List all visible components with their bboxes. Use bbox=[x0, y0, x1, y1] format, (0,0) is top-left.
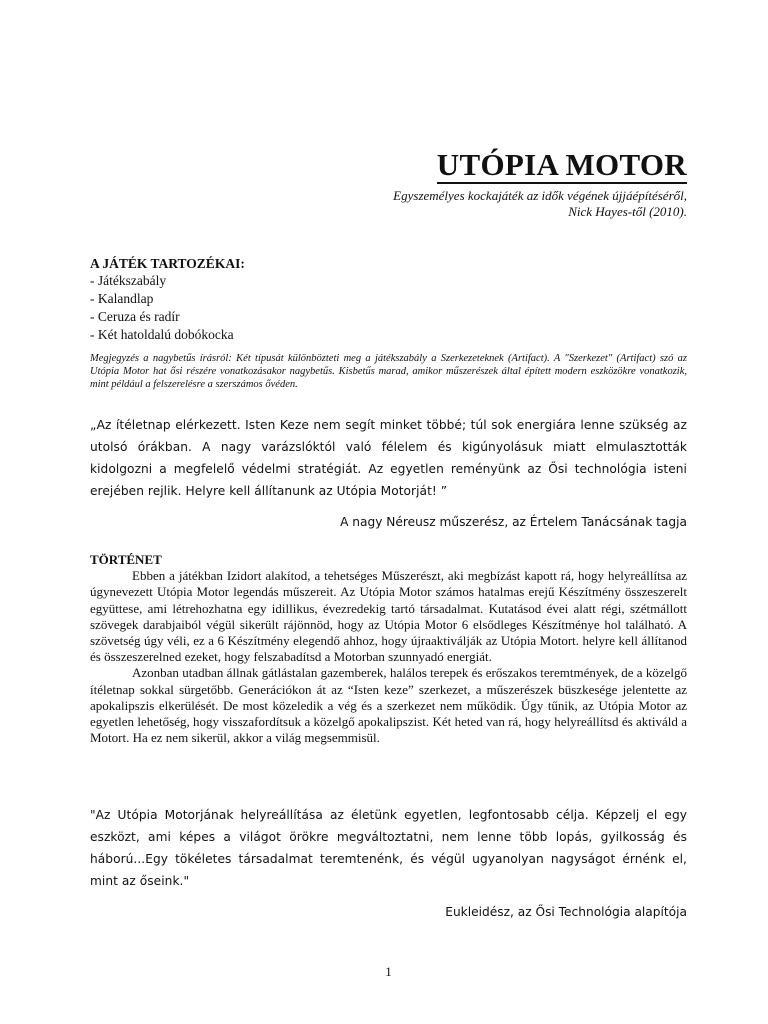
page-number: 1 bbox=[385, 964, 392, 979]
story-section bbox=[90, 552, 687, 746]
quote-eukleidesz: "Az Utópia Motorjának helyreállítása az életünk egyetlen, legfontosabb célja. Képzelj el egy eszközt, ami képes a világot örökre megváltoztatni, nem lenne több lopás, gyilkosság és háború...Egy tökéletes társadalmat teremtenénk, és végül ugyanolyan nagyságot érnénk el, mint az őseink." bbox=[90, 808, 687, 888]
subtitle-line-2: Nick Hayes-től (2010). bbox=[568, 204, 687, 219]
capitalization-note: Megjegyzés a nagybetűs írásról: Két típusát különbözteti meg a játékszabály a Szerkezeteknek (Artifact). A ″Szerkezet″ (Artifact) szó az Utópia Motor hat ősi részére vonatkozásakor nagybetűs. Kisbetűs marad, amikor műszerészek által épített modern eszközökre vonatkozik, mint például a felszerelésre a szerszámos ővéden. bbox=[90, 353, 687, 390]
list-item: - Két hatoldalú dobókocka bbox=[90, 327, 234, 342]
story-heading: TÖRTÉNET bbox=[90, 552, 162, 567]
list-item: - Kalandlap bbox=[90, 291, 154, 306]
components-section bbox=[90, 255, 687, 344]
document-subtitle bbox=[393, 188, 687, 220]
quote-neureusz: „Az ítéletnap elérkezett. Isten Keze nem segít minket többé; túl sok energiára lenne szükség az utolsó órákban. A nagy varázslóktól való félelem és kigúnyolásuk miatt elmulasztották kidolgozni a megfelelő védelmi stratégiát. Az egyetlen reményünk az Ősi technológia isteni erejében rejlik. Helyre kell állítanunk az Utópia Motorját! ” bbox=[90, 418, 687, 498]
components-list bbox=[90, 272, 687, 344]
story-paragraph-2: Azonban utadban állnak gátlástalan gazemberek, halálos terepek és erőszakos teremtmények, de a közelgő ítéletnap sokkal sürgetőbb. Generációkon át az “Isten keze” szerkezet, a műszerészek büszkesége jelentette az apokalipszis elkerülését. De most közeledik a vég és a szerkezet nem működik. Úgy tűnik, az Utópia Motor az egyetlen lehetőség, hogy visszafordítsuk a közelgő apokalipszist. Két heted van rá, hogy helyreállítsd és aktiváld a Motort. Ha ez nem sikerül, akkor a világ megsemmisül. bbox=[90, 665, 687, 746]
story-paragraph-1: Ebben a játékban Izidort alakítod, a tehetséges Műszerészt, aki megbízást kapott rá, hogy helyreállítsa az úgynevezett Utópia Motor legendás műszereit. Az Utópia Motor számos hatalmas erejű Készítmény összeszerelt együttese, ami létrehozhatna egy idillikus, évezredekig tartó társadalmat. Kutatásod évei alatt régi, szétmállott szövegek darabjaiból végül sikerült rájönnöd, hogy az Utópia Motor 6 elsődleges Készítménye hol található. A szövetség úgy véli, ez a 6 Készítmény elegendő ahhoz, hogy újraaktiválják az Utópia Motort. helyre kell állítanod és összeszerelned ezeket, hogy felszabadítsd a Motorban szunnyadó energiát. bbox=[90, 568, 687, 665]
document-title: UTÓPIA MOTOR bbox=[436, 147, 687, 182]
list-item: - Ceruza és radír bbox=[90, 309, 180, 324]
quote-eukleidesz-attribution: Eukleidész, az Ősi Technológia alapítója bbox=[445, 905, 687, 919]
document-page bbox=[90, 0, 687, 1024]
subtitle-line-1: Egyszemélyes kockajáték az idők végének újjáépítéséről, bbox=[393, 188, 687, 203]
components-heading: A JÁTÉK TARTOZÉKAI: bbox=[90, 256, 245, 271]
quote-neureusz-attribution: A nagy Néreusz műszerész, az Értelem Tanácsának tagja bbox=[340, 515, 687, 529]
list-item: - Játékszabály bbox=[90, 273, 167, 288]
